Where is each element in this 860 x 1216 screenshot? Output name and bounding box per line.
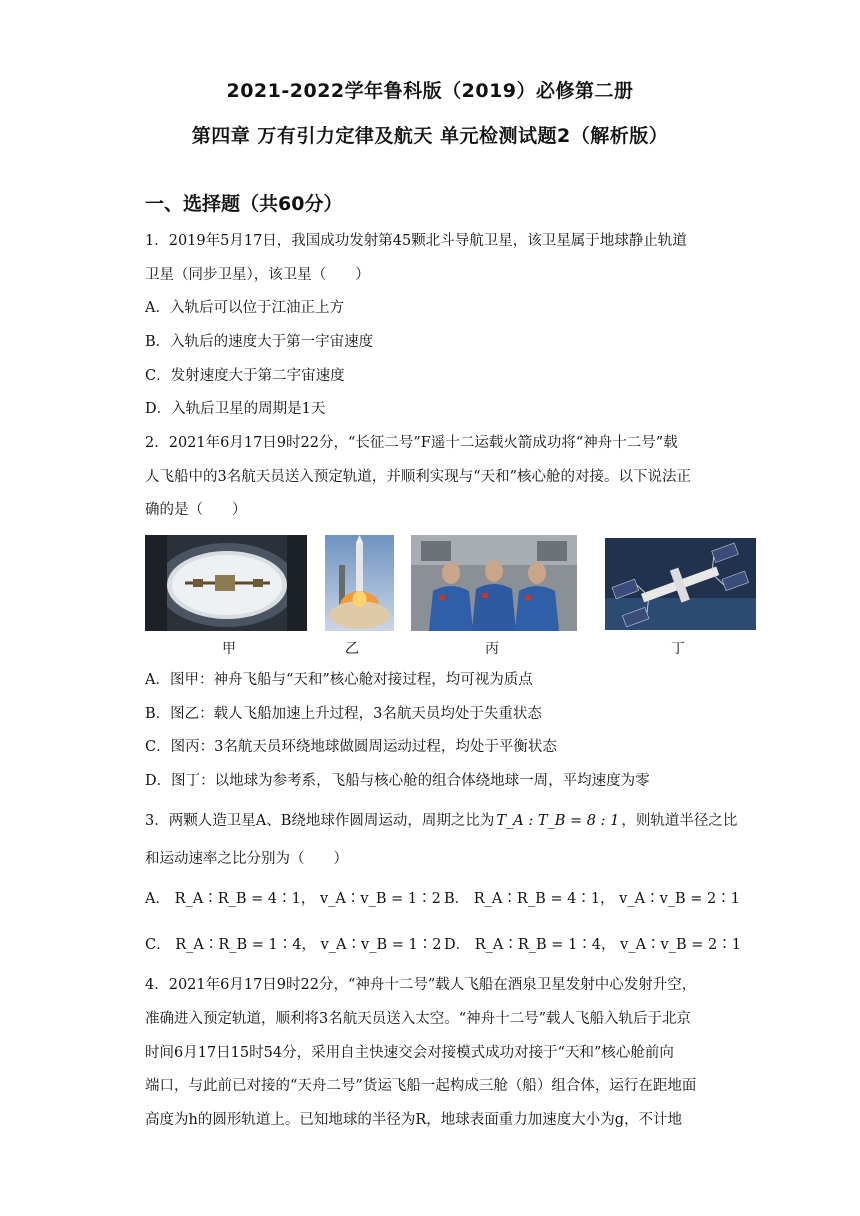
q3-stem-line1 xyxy=(145,812,737,830)
q3-option-d: D． R_A∶R_B = 1∶4， v_A∶v_B = 2∶1 xyxy=(444,937,741,953)
q3-period-ratio: T_A : T_B = 8 : 1 xyxy=(496,813,620,829)
caption-yi: 乙 xyxy=(345,641,359,657)
q3-stem-line2: 和运动速率之比分别为（ ） xyxy=(145,851,348,867)
document-subtitle: 第四章 万有引力定律及航天 单元检测试题2（解析版） xyxy=(191,125,669,147)
q4-line5: 高度为h的圆形轨道上。已知地球的半径为R，地球表面重力加速度大小为g，不计地 xyxy=(145,1112,683,1128)
q1-option-d: D．入轨后卫星的周期是1天 xyxy=(145,401,326,417)
section-heading: 一、选择题（共60分） xyxy=(145,193,343,215)
q4-line3: 时间6月17日15时54分，采用自主快速交会对接模式成功对接于“天和”核心舱前向 xyxy=(145,1045,674,1061)
caption-jia: 甲 xyxy=(222,641,236,657)
q2-option-d: D．图丁：以地球为参考系，飞船与核心舱的组合体绕地球一周，平均速度为零 xyxy=(145,773,650,789)
q2-stem-line2: 人飞船中的3名航天员送入预定轨道，并顺利实现与“天和”核心舱的对接。以下说法正 xyxy=(145,469,692,485)
astronauts-photo xyxy=(411,535,577,631)
q2-option-b: B．图乙：载人飞船加速上升过程，3名航天员均处于失重状态 xyxy=(145,706,542,722)
q3-option-c: C． R_A∶R_B = 1∶4， v_A∶v_B = 1∶2 xyxy=(145,937,442,953)
docking-photo xyxy=(145,535,307,631)
q4-line4: 端口，与此前已对接的“天舟二号”货运飞船一起构成三舱（船）组合体，运行在距地面 xyxy=(145,1078,697,1094)
q2-option-a: A．图甲：神舟飞船与“天和”核心舱对接过程，均可视为质点 xyxy=(145,672,533,688)
document-title: 2021-2022学年鲁科版（2019）必修第二册 xyxy=(226,80,634,102)
q2-option-c: C．图丙：3名航天员环绕地球做圆周运动过程，均处于平衡状态 xyxy=(145,739,557,755)
q1-stem-line2: 卫星（同步卫星），该卫星（ ） xyxy=(145,267,370,283)
q3-option-a: A． R_A∶R_B = 4∶1， v_A∶v_B = 1∶2 xyxy=(145,891,441,907)
q1-option-b: B．入轨后的速度大于第一宇宙速度 xyxy=(145,334,374,350)
q4-line1: 4．2021年6月17日9时22分，“神舟十二号”载人飞船在酒泉卫星发射中心发射升空， xyxy=(145,977,697,993)
rocket-launch-photo xyxy=(325,535,394,631)
q1-stem-line1: 1．2019年5月17日，我国成功发射第45颗北斗导航卫星，该卫星属于地球静止轨道 xyxy=(145,233,687,249)
q1-option-c: C．发射速度大于第二宇宙速度 xyxy=(145,368,345,384)
q3-stem-part1: 3．两颗人造卫星A、B绕地球作圆周运动，周期之比为 xyxy=(145,813,495,829)
caption-bing: 丙 xyxy=(485,641,499,657)
q1-option-a: A．入轨后可以位于江油正上方 xyxy=(145,300,344,316)
q3-option-b: B． R_A∶R_B = 4∶1， v_A∶v_B = 2∶1 xyxy=(444,891,740,907)
caption-ding: 丁 xyxy=(671,641,685,657)
space-station-photo xyxy=(605,538,756,630)
q3-stem-part2: ，则轨道半径之比 xyxy=(621,813,738,829)
q4-line2: 准确进入预定轨道，顺利将3名航天员送入太空。“神舟十二号”载人飞船入轨后于北京 xyxy=(145,1011,692,1027)
q2-stem-line3: 确的是（ ） xyxy=(145,502,247,518)
q2-stem-line1: 2．2021年6月17日9时22分，“长征二号”F遥十二运载火箭成功将“神舟十二号”载 xyxy=(145,435,678,451)
